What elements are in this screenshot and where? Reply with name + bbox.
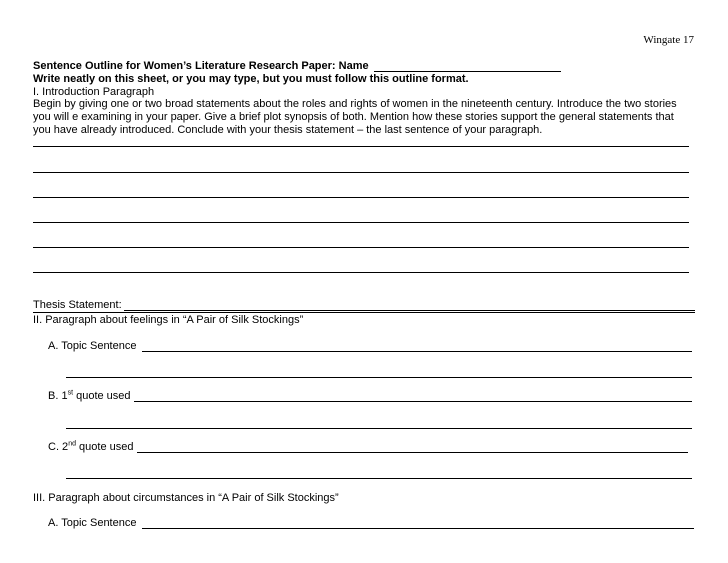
topic-sentence-line[interactable] (142, 528, 694, 529)
quote-2-suffix: quote used (75, 441, 134, 453)
writing-line[interactable] (33, 222, 689, 223)
page-header: Wingate 17 (643, 34, 694, 46)
intro-instruction-line: you have already introduced. Conclude with your thesis statement – the last sentence of your paragraph. (33, 124, 543, 136)
writing-line[interactable] (66, 428, 692, 429)
writing-line[interactable] (33, 247, 689, 248)
writing-line[interactable] (33, 146, 689, 147)
section-heading-intro: I. Introduction Paragraph (33, 86, 155, 98)
quote-2-ordinal: nd (68, 440, 76, 448)
intro-instruction-line: Begin by giving one or two broad statements about the roles and rights of women in the nineteenth century. Introduce the two stories (33, 98, 677, 110)
outline-subtitle: Write neatly on this sheet, or you may type, but you must follow this outline format. (33, 73, 469, 85)
section-divider (33, 312, 695, 313)
quote-1-suffix: quote used (73, 390, 131, 402)
writing-line[interactable] (66, 478, 692, 479)
quote-2-line[interactable] (137, 452, 688, 453)
name-line[interactable] (374, 71, 561, 72)
writing-line[interactable] (33, 197, 689, 198)
writing-line[interactable] (33, 172, 689, 173)
quote-1-prefix: B. 1 (48, 390, 68, 402)
writing-line[interactable] (33, 272, 689, 273)
section-heading-feelings: II. Paragraph about feelings in “A Pair of Silk Stockings” (33, 314, 304, 326)
topic-sentence-line[interactable] (142, 351, 692, 352)
quote-1-line[interactable] (134, 401, 692, 402)
intro-instruction-line: you will e examining in your paper. Give a brief plot synopsis of both. Mention how these stories support the general statements that (33, 111, 674, 123)
outline-title: Sentence Outline for Women’s Literature Research Paper: Name (33, 60, 369, 72)
thesis-line[interactable] (124, 310, 695, 311)
topic-sentence-label: A. Topic Sentence (48, 340, 137, 352)
quote-2-prefix: C. 2 (48, 441, 69, 453)
topic-sentence-label: A. Topic Sentence (48, 517, 137, 529)
quote-1-ordinal: st (67, 389, 74, 397)
quote-1-label (48, 390, 131, 403)
thesis-label: Thesis Statement: (33, 299, 122, 311)
writing-line[interactable] (66, 377, 692, 378)
quote-2-label (48, 441, 133, 454)
section-heading-circumstances: III. Paragraph about circumstances in “A Pair of Silk Stockings” (33, 492, 339, 504)
